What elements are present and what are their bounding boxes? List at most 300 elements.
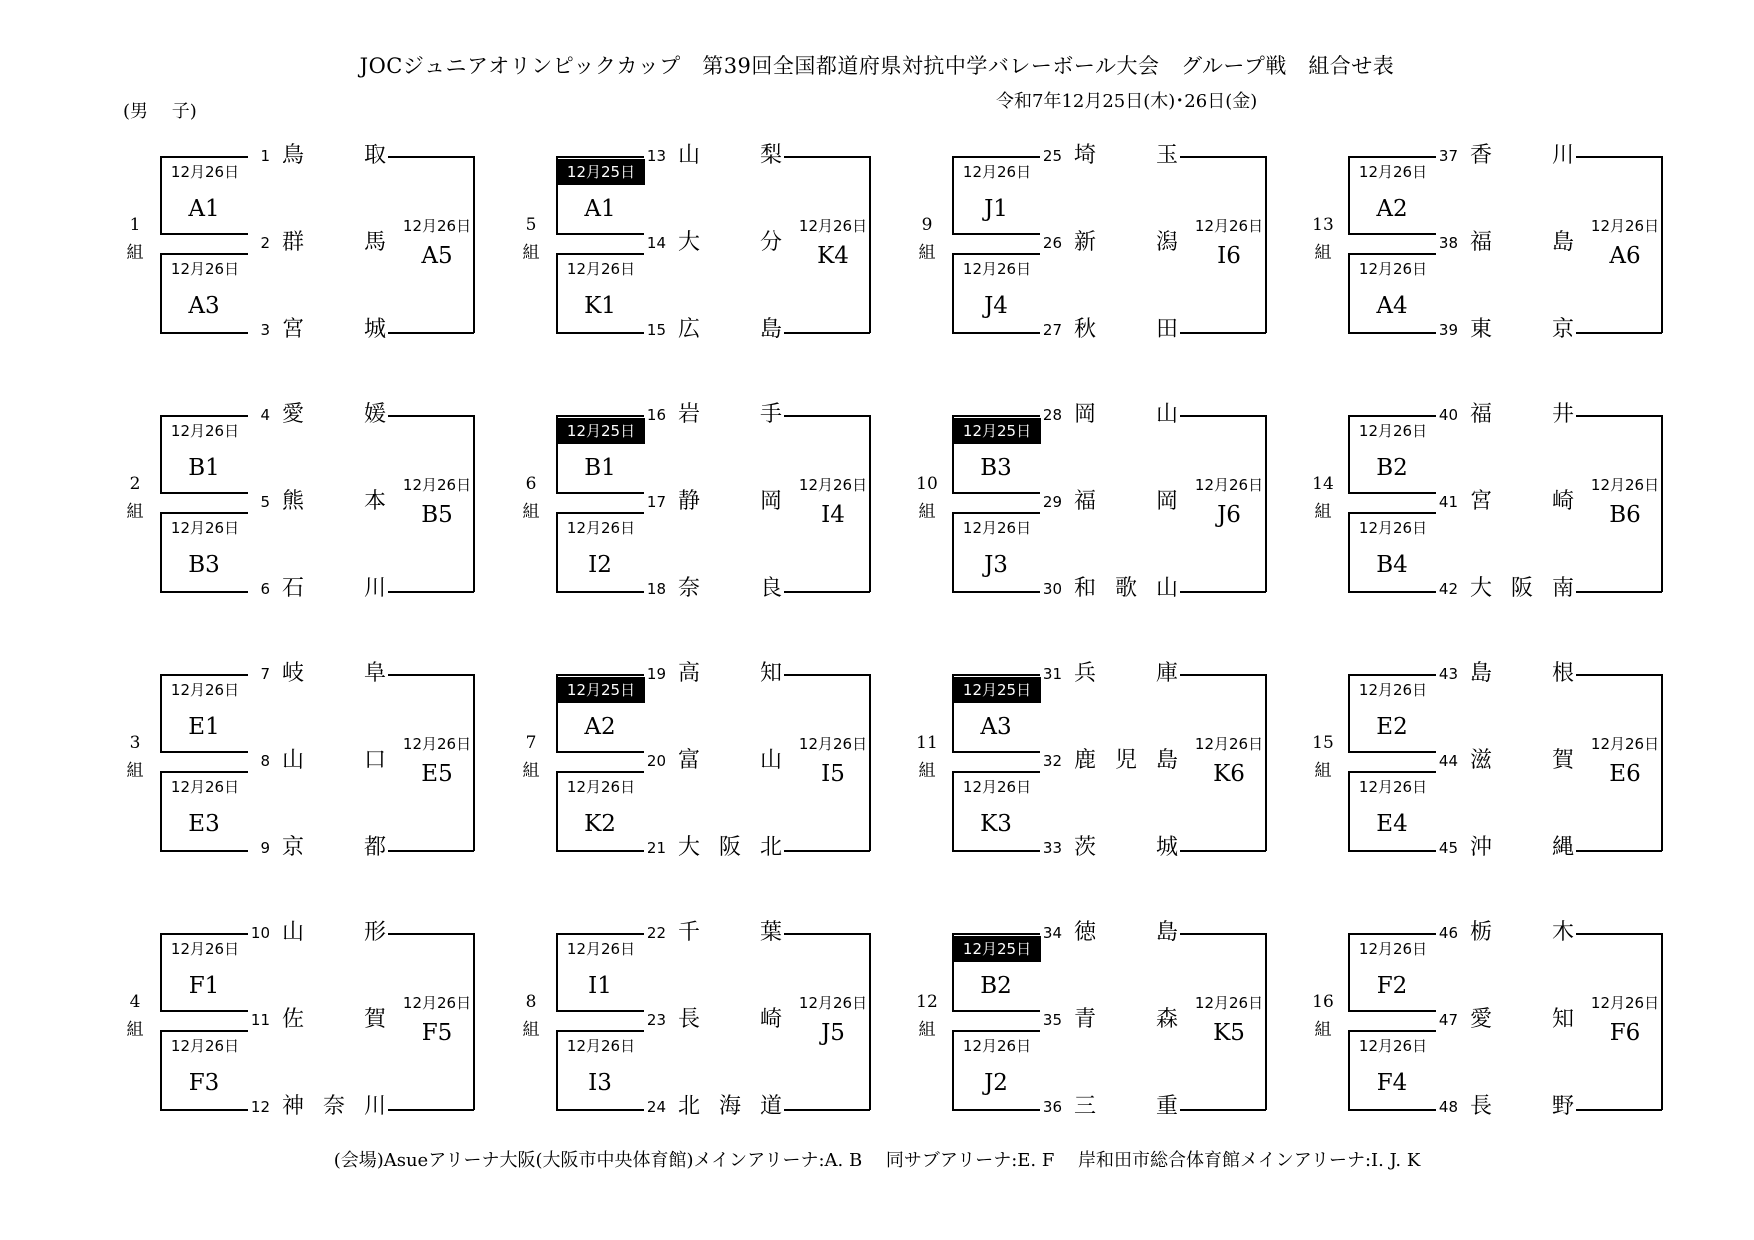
group-number: 11 [916,733,938,753]
bracket-line [556,332,644,334]
team-name-char: 高 [678,661,701,686]
team-name [678,1009,782,1031]
bracket-line [1348,415,1436,417]
bracket-line [556,1030,644,1032]
bracket-line [160,512,248,514]
match-code: J2 [984,1070,1008,1096]
team-number: 18 [646,580,666,598]
bracket-line [556,591,644,593]
team-number: 24 [646,1098,666,1116]
team-number: 48 [1438,1098,1458,1116]
team-number: 3 [260,321,270,339]
team-name-char: 栃 [1470,920,1493,945]
group-number: 2 [129,474,141,494]
group-suffix: 組 [918,243,936,263]
third-match-code: K5 [1213,1020,1245,1046]
team-name-char: 群 [282,230,305,255]
bracket-line [1180,674,1266,676]
team-name-char: 賀 [1551,748,1574,773]
match-date: 12月26日 [170,940,240,958]
team-name-char: 新 [1074,230,1097,255]
team-name-char: 山 [1155,576,1178,601]
match-date: 12月26日 [962,519,1032,537]
team-name-char: 道 [759,1094,782,1119]
team-name-char: 秋 [1074,317,1097,342]
team-name-char: 長 [678,1007,701,1032]
match-date: 12月26日 [566,778,636,796]
team-name-char: 香 [1470,143,1493,168]
bracket-line [556,674,644,676]
bracket-line [1348,591,1436,593]
team-name [282,663,386,685]
team-name [1470,145,1574,167]
group-suffix: 組 [1314,502,1332,522]
team-name [282,750,386,772]
third-match-date: 12月26日 [1194,476,1264,494]
team-name-char: 愛 [282,402,305,427]
team-number: 7 [260,665,270,683]
match-code: B1 [584,455,616,481]
team-name-char: 川 [363,1094,386,1119]
match-date: 12月26日 [1358,681,1428,699]
match-date: 12月26日 [1358,163,1428,181]
match-code: J1 [984,196,1008,222]
match-date: 12月26日 [1358,1037,1428,1055]
third-match-date: 12月26日 [1590,476,1660,494]
match-code: E2 [1376,714,1408,740]
bracket-line [952,1010,1040,1012]
bracket-line [1180,1109,1266,1111]
third-match-code: B6 [1609,502,1641,528]
team-name-char: 大 [1470,576,1493,601]
team-name [282,145,386,167]
bracket-line [952,751,1040,753]
team-name-char: 根 [1551,661,1574,686]
third-match-code: K6 [1213,761,1245,787]
team-name-char: 阪 [1510,576,1533,601]
team-name [282,1009,386,1031]
group-suffix: 組 [126,243,144,263]
match-code: B2 [1376,455,1408,481]
team-name-char: 崎 [759,1007,782,1032]
team-name-char: 奈 [678,576,701,601]
team-name [1470,922,1574,944]
team-name-char: 縄 [1551,835,1574,860]
bracket-line [1348,933,1436,935]
team-number: 11 [250,1011,270,1029]
group-number: 15 [1312,733,1334,753]
match-code: F4 [1376,1070,1408,1096]
team-name [1470,1009,1574,1031]
team-name-char: 山 [282,748,305,773]
bracket-line [556,933,644,935]
team-number: 30 [1042,580,1062,598]
team-number: 19 [646,665,666,683]
bracket-line [556,415,644,417]
match-date: 12月26日 [170,778,240,796]
team-name [1470,404,1574,426]
team-number: 14 [646,234,666,252]
bracket-line [952,332,1040,334]
bracket-line [388,415,474,417]
team-name [678,145,782,167]
team-name-char: 奈 [322,1094,345,1119]
team-name [678,750,782,772]
team-number: 45 [1438,839,1458,857]
team-name [1074,404,1178,426]
match-date: 12月26日 [566,1037,636,1055]
team-number: 26 [1042,234,1062,252]
team-number: 41 [1438,493,1458,511]
match-code: A2 [584,714,616,740]
team-name [1074,922,1178,944]
match-code: A1 [584,196,616,222]
team-name-char: 梨 [759,143,782,168]
team-number: 22 [646,924,666,942]
match-code: E4 [1376,811,1408,837]
bracket-line [556,1010,644,1012]
team-name-char: 島 [1551,230,1574,255]
bracket-line [784,415,870,417]
group-number: 14 [1312,474,1334,494]
third-match-code: F5 [421,1020,453,1046]
match-date: 12月26日 [170,681,240,699]
team-number: 12 [250,1098,270,1116]
group-number: 8 [525,992,537,1012]
team-name [678,1096,782,1118]
team-name-char: 北 [678,1094,701,1119]
team-number: 44 [1438,752,1458,770]
team-number: 46 [1438,924,1458,942]
third-match-date: 12月26日 [1194,217,1264,235]
team-number: 43 [1438,665,1458,683]
team-name-char: 北 [759,835,782,860]
venue-note: (会場)Asueアリーナ大阪(大阪市中央体育館)メインアリーナ:A. B 同サブアリーナ:E. F 岸和田市総合体育館メインアリーナ:I. J. K [333,1150,1421,1171]
bracket-line [1576,415,1662,417]
team-name [678,404,782,426]
third-match-code: J6 [1217,502,1241,528]
team-name [282,491,386,513]
group-block-16 [1312,920,1754,1122]
match-code: I1 [588,973,612,999]
team-number: 17 [646,493,666,511]
match-date: 12月26日 [1358,422,1428,440]
team-name [1074,491,1178,513]
group-number: 13 [1312,215,1334,235]
bracket-line [1180,332,1266,334]
team-name [1074,663,1178,685]
match-date: 12月26日 [566,940,636,958]
team-name-char: 沖 [1470,835,1493,860]
team-name-char: 岩 [678,402,701,427]
match-code: J4 [984,293,1008,319]
team-name-char: 馬 [363,230,386,255]
group-number: 5 [525,215,537,235]
third-match-date: 12月26日 [798,994,868,1012]
third-match-code: I4 [821,502,845,528]
team-name-char: 滋 [1470,748,1493,773]
team-number: 5 [260,493,270,511]
team-name [1470,319,1574,341]
team-name [1470,232,1574,254]
team-number: 25 [1042,147,1062,165]
team-name-char: 葉 [759,920,782,945]
team-number: 4 [260,406,270,424]
team-name [1470,750,1574,772]
team-number: 20 [646,752,666,770]
team-name-char: 島 [1155,748,1178,773]
third-match-date: 12月26日 [402,994,472,1012]
team-name-char: 形 [363,920,386,945]
team-name-char: 玉 [1155,143,1178,168]
team-name-char: 庫 [1155,661,1178,686]
team-name [1074,1096,1178,1118]
third-match-date: 12月26日 [1194,735,1264,753]
match-date: 12月26日 [1358,940,1428,958]
team-name-char: 岡 [1155,489,1178,514]
third-match-code: F6 [1609,1020,1641,1046]
third-match-date: 12月26日 [798,476,868,494]
bracket-line [784,850,870,852]
team-name [282,578,386,600]
third-match-date: 12月26日 [1590,994,1660,1012]
bracket-line [388,674,474,676]
bracket-line [1348,512,1436,514]
bracket-line [1348,1109,1436,1111]
group-suffix: 組 [126,1020,144,1040]
team-name-char: 山 [678,143,701,168]
bracket-line [1348,233,1436,235]
bracket-line [1348,492,1436,494]
team-name-char: 京 [1551,317,1574,342]
bracket-line [1348,674,1436,676]
page-title: JOCジュニアオリンピックカップ 第39回全国都道府県対抗中学バレーボール大会 グループ戦 組合せ表 [359,54,1395,78]
match-code: B2 [980,973,1012,999]
match-code: F1 [188,973,220,999]
team-number: 15 [646,321,666,339]
bracket-line [388,1109,474,1111]
team-name-char: 野 [1551,1094,1574,1119]
match-code: B1 [188,455,220,481]
team-number: 27 [1042,321,1062,339]
match-code: K3 [980,811,1012,837]
bracket-line [784,591,870,593]
match-code: E1 [188,714,220,740]
bracket-line [556,771,644,773]
match-date: 12月26日 [962,1037,1032,1055]
team-name-char: 重 [1155,1094,1178,1119]
team-number: 8 [260,752,270,770]
third-match-code: K4 [817,243,849,269]
group-suffix: 組 [1314,1020,1332,1040]
team-name-char: 福 [1470,230,1493,255]
match-code: E3 [188,811,220,837]
bracket-line [160,1030,248,1032]
group-block-15 [1312,661,1754,863]
team-name-char: 宮 [282,317,305,342]
bracket-line [1348,1030,1436,1032]
bracket-line [388,156,474,158]
team-number: 37 [1438,147,1458,165]
team-name [1470,578,1574,600]
team-name [282,319,386,341]
team-number: 38 [1438,234,1458,252]
team-name-char: 児 [1114,748,1137,773]
team-number: 31 [1042,665,1062,683]
team-name [1074,1009,1178,1031]
team-name-char: 川 [1551,143,1574,168]
team-name-char: 手 [759,402,782,427]
team-name-char: 南 [1551,576,1574,601]
bracket-line [1348,332,1436,334]
bracket-line [556,850,644,852]
team-name-char: 京 [282,835,305,860]
third-match-date: 12月26日 [402,217,472,235]
team-name [282,1096,386,1118]
match-code: A4 [1376,293,1408,319]
bracket-line [1576,332,1662,334]
team-name [1470,491,1574,513]
bracket-line [556,512,644,514]
group-suffix: 組 [1314,761,1332,781]
bracket-line [388,933,474,935]
bracket-line [952,1109,1040,1111]
team-number: 36 [1042,1098,1062,1116]
team-name-char: 長 [1470,1094,1493,1119]
match-date: 12月26日 [170,260,240,278]
team-name [1074,750,1178,772]
team-name-char: 鳥 [282,143,305,168]
group-number: 9 [921,215,933,235]
team-name-char: 歌 [1114,576,1137,601]
bracket-line [160,933,248,935]
match-date: 12月25日 [557,159,645,185]
match-code: J3 [984,552,1008,578]
group-number: 4 [129,992,141,1012]
team-name [1470,1096,1574,1118]
team-name-char: 石 [282,576,305,601]
team-name [1074,145,1178,167]
team-number: 1 [260,147,270,165]
team-name [1074,319,1178,341]
match-date: 12月25日 [953,677,1041,703]
team-name-char: 川 [363,576,386,601]
team-number: 21 [646,839,666,857]
match-code: I2 [588,552,612,578]
third-match-date: 12月26日 [1590,217,1660,235]
match-code: B3 [980,455,1012,481]
match-code: K1 [584,293,616,319]
team-name-char: 本 [363,489,386,514]
team-name [678,319,782,341]
bracket-line [160,156,248,158]
team-name [678,232,782,254]
match-code: F2 [1376,973,1408,999]
bracket-line [952,253,1040,255]
team-name-char: 賀 [363,1007,386,1032]
group-suffix: 組 [918,502,936,522]
bracket-line [160,233,248,235]
bracket-line [952,1030,1040,1032]
match-date: 12月26日 [170,519,240,537]
group-suffix: 組 [1314,243,1332,263]
team-name-char: 茨 [1074,835,1097,860]
team-name-char: 知 [759,661,782,686]
bracket-line [1576,1109,1662,1111]
match-date: 12月26日 [170,1037,240,1055]
group-suffix: 組 [522,243,540,263]
team-name-char: 福 [1074,489,1097,514]
third-match-code: A6 [1609,243,1641,269]
bracket-line [952,156,1040,158]
match-date: 12月26日 [566,519,636,537]
team-name [1074,837,1178,859]
team-name-char: 分 [759,230,782,255]
bracket-line [952,933,1040,935]
team-name-char: 口 [363,748,386,773]
group-number: 16 [1312,992,1334,1012]
bracket-line [160,1010,248,1012]
team-name-char: 海 [718,1094,741,1119]
team-name [282,232,386,254]
bracket-line [784,933,870,935]
team-name-char: 阪 [718,835,741,860]
team-number: 23 [646,1011,666,1029]
team-name [1470,663,1574,685]
bracket-line [1576,933,1662,935]
bracket-line [556,1109,644,1111]
match-code: B3 [188,552,220,578]
team-name [678,837,782,859]
team-number: 16 [646,406,666,424]
match-date: 12月26日 [962,163,1032,181]
bracket-line [952,492,1040,494]
team-name-char: 広 [678,317,701,342]
third-match-date: 12月26日 [798,217,868,235]
match-date: 12月26日 [170,163,240,181]
team-name [1074,578,1178,600]
third-match-date: 12月26日 [402,735,472,753]
bracket-line [1180,591,1266,593]
bracket-line [952,674,1040,676]
team-number: 35 [1042,1011,1062,1029]
team-number: 10 [250,924,270,942]
tournament-dates: 令和7年12月25日(木)･26日(金) [996,91,1258,112]
team-name-char: 青 [1074,1007,1097,1032]
match-date: 12月26日 [170,422,240,440]
bracket-line [1348,1010,1436,1012]
bracket-line [952,850,1040,852]
team-name-char: 崎 [1551,489,1574,514]
third-match-date: 12月26日 [798,735,868,753]
match-date: 12月26日 [1358,519,1428,537]
bracket-line [160,332,248,334]
bracket-line [952,415,1040,417]
team-name-char: 徳 [1074,920,1097,945]
team-name-char: 富 [678,748,701,773]
bracket-line [556,156,644,158]
team-name-char: 鹿 [1074,748,1097,773]
team-name-char: 福 [1470,402,1493,427]
match-date: 12月25日 [953,936,1041,962]
team-number: 13 [646,147,666,165]
bracket-line [388,850,474,852]
team-number: 40 [1438,406,1458,424]
third-match-date: 12月26日 [402,476,472,494]
bracket-line [784,332,870,334]
group-block-13 [1312,143,1754,345]
team-name-char: 田 [1155,317,1178,342]
